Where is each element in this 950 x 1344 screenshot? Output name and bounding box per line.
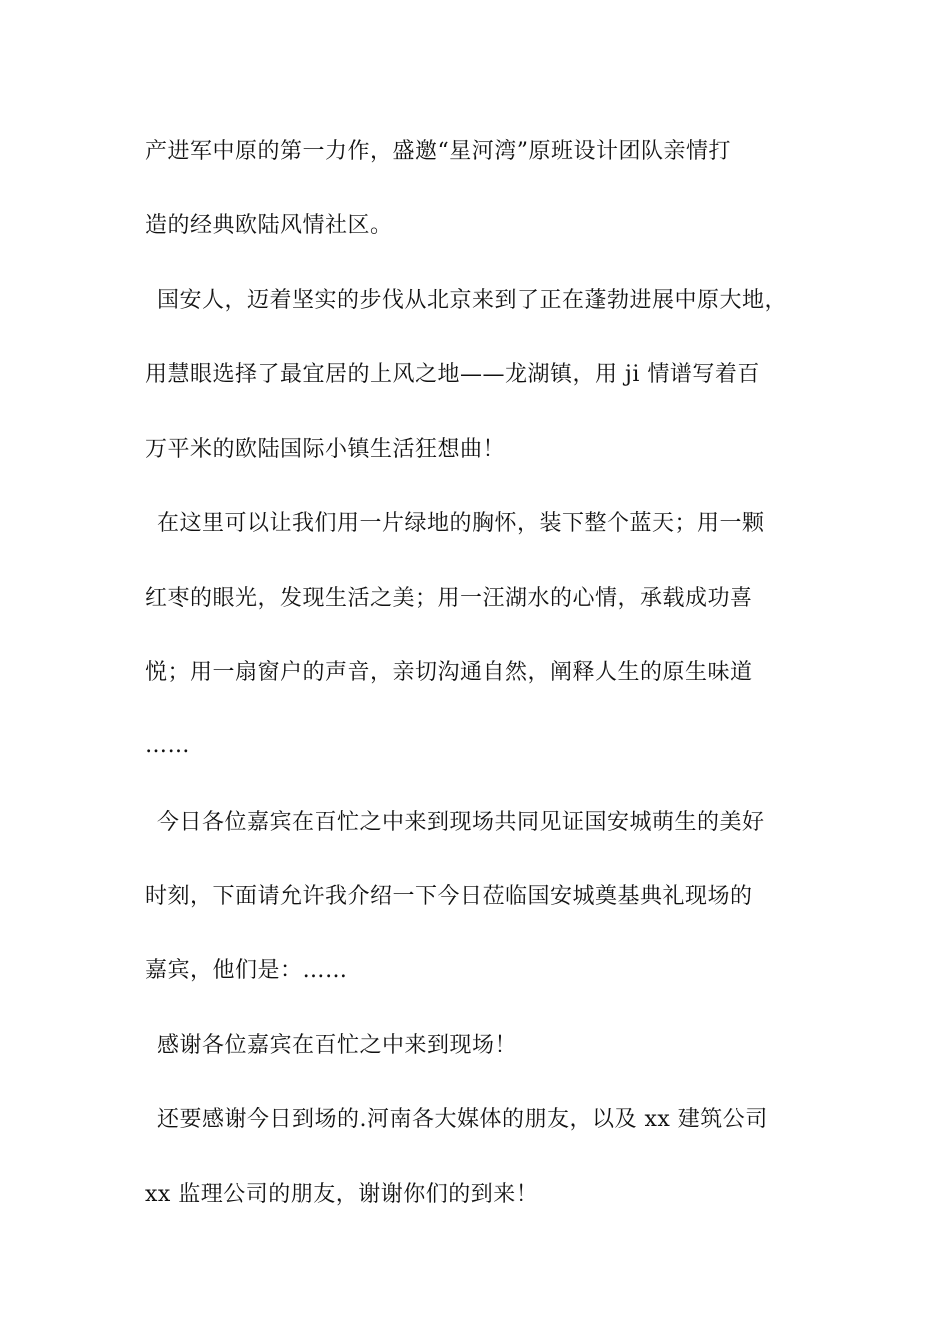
text-line-11: 时刻，下面请允许我介绍一下今日莅临国安城奠基典礼现场的 xyxy=(145,884,753,909)
text-line-14: 还要感谢今日到场的.河南各大媒体的朋友，以及 xx 建筑公司 xyxy=(157,1107,768,1132)
text-line-15: xx 监理公司的朋友，谢谢你们的到来！ xyxy=(145,1182,539,1207)
text-line-8: 悦；用一扇窗户的声音，亲切沟通自然，阐释人生的原生味道 xyxy=(145,660,753,685)
text-line-1: 产进军中原的第一力作，盛邀“星河湾”原班设计团队亲情打 xyxy=(145,139,731,164)
text-line-4: 用慧眼选择了最宜居的上风之地——龙湖镇，用 ji 情谱写着百 xyxy=(145,362,760,387)
text-line-3: 国安人，迈着坚实的步伐从北京来到了正在蓬勃进展中原大地， xyxy=(157,288,788,313)
text-line-12: 嘉宾，他们是：…… xyxy=(145,958,348,983)
text-line-6: 在这里可以让我们用一片绿地的胸怀，装下整个蓝天；用一颗 xyxy=(157,511,765,536)
text-line-10: 今日各位嘉宾在百忙之中来到现场共同见证国安城萌生的美好 xyxy=(157,810,765,835)
text-line-2: 造的经典欧陆风情社区。 xyxy=(145,213,393,238)
text-line-5: 万平米的欧陆国际小镇生活狂想曲！ xyxy=(145,437,506,462)
text-line-13: 感谢各位嘉宾在百忙之中来到现场！ xyxy=(157,1033,518,1058)
text-line-9: …… xyxy=(145,733,190,758)
text-line-7: 红枣的眼光，发现生活之美；用一汪湖水的心情，承载成功喜 xyxy=(145,586,753,611)
